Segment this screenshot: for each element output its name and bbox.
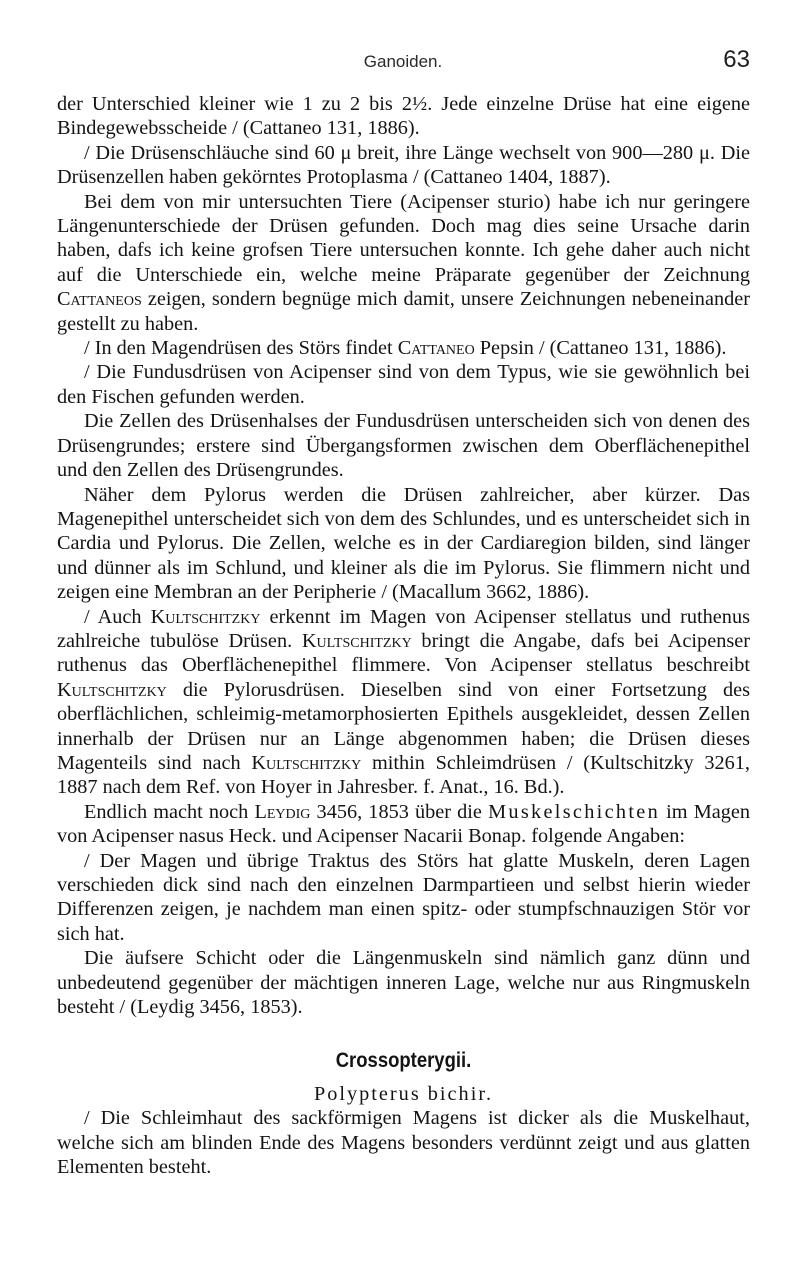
paragraph-1: der Unterschied kleiner wie 1 zu 2 bis 2½. Jede einzelne Drüse hat eine eigene Bindegewebsscheide / (Cattaneo 131, 1886). bbox=[57, 93, 750, 140]
paragraph-4-end: Pepsin / (Cattaneo 131, 1886). bbox=[479, 337, 727, 360]
paragraph-7: Näher dem Pylorus werden die Drüsen zahlreicher, aber kürzer. Das Magenepithel unterscheidet sich von dem des Schlundes, und es unterscheidet sich in Cardia und Pylorus. Die Zellen, welche es in der Cardiaregion bilden, sind länger und dünner als im Schlund, und kleiner als die im Pylorus. Sie flimmern nicht und zeigen eine Membran an der Peripherie / (Macallum 3662, 1886). bbox=[57, 483, 750, 604]
paragraph-10: / Der Magen und übrige Traktus des Störs hat glatte Muskeln, deren Lagen verschieden dick sind nach den einzelnen Darmpartieen und selbst hierin wieder Differenzen zeigen, je nachdem man einen spitz- oder stumpfschnauzigen Stör vor sich hat. bbox=[57, 849, 750, 945]
body-text bbox=[57, 92, 750, 1179]
author-name-kultschitzky-2: Kultschitzky bbox=[301, 629, 412, 652]
running-title: Ganoiden. bbox=[363, 52, 443, 71]
paragraph-8-e: mithin Schleimdrüsen / (Kultschitzky 3261, 1887 nach dem Ref. von Hoyer in Jahresber. f. Anat., 16. Bd.). bbox=[57, 751, 751, 799]
paragraph-9-c: im Magen von Acipenser nasus Heck. und Acipenser Nacarii Bonap. folgende Angaben: bbox=[57, 800, 751, 848]
paragraph-3 bbox=[57, 190, 750, 336]
spaced-term-muskelschichten: Muskelschichten bbox=[488, 800, 661, 823]
paragraph-2: / Die Drüsenschläuche sind 60 μ breit, ihre Länge wechselt von 900—280 μ. Die Drüsenzellen haben gekörntes Protoplasma / (Cattaneo 1404, 1887). bbox=[57, 141, 750, 189]
paragraph-9-a: Endlich macht noch bbox=[84, 800, 249, 823]
paragraph-6: Die Zellen des Drüsenhalses der Fundusdrüsen unterscheiden sich von denen des Drüsengrundes; erstere sind Übergangsformen zwischen dem Oberflächenepithel und den Zellen des Drüsengrundes. bbox=[57, 410, 750, 482]
paragraph-9 bbox=[57, 800, 750, 849]
paragraph-8-c: bringt die Angabe, dafs bei Acipenser ruthenus das Oberflächenepithel flimmere. Von Acipenser stellatus beschreibt bbox=[57, 629, 750, 677]
paragraph-3-end: zeigen, sondern begnüge mich damit, unsere Zeichnungen nebeneinander gestellt zu haben. bbox=[57, 288, 750, 335]
page-header bbox=[56, 44, 750, 80]
paragraph-8-a: / Auch bbox=[84, 605, 142, 628]
paragraph-11: Die äufsere Schicht oder die Längenmuskeln sind nämlich ganz dünn und unbedeutend gegenüber der mächtigen inneren Lage, welche nur aus Ringmuskeln besteht / (Leydig 3456, 1853). bbox=[57, 947, 750, 1019]
page-number: 63 bbox=[723, 46, 750, 73]
author-name-kultschitzky-3: Kultschitzky bbox=[57, 678, 167, 701]
section-heading: Crossopterygii. bbox=[335, 1049, 472, 1073]
paragraph-8-b: erkennt im Magen von Acipenser stellatus und ruthenus zahlreiche tubulöse Drüsen. bbox=[57, 605, 750, 652]
paragraph-8-d: die Pylorusdrüsen. Dieselben sind von einer Fortsetzung des oberflächlichen, schleimig-metamorphosierten Epithels ausgekleidet, dessen Zellen innerhalb der Drüsen nur an Länge abgenommen haben; die Drüsen dieses Magenteils sind nach bbox=[57, 678, 750, 774]
author-name-cattaneos: Cattaneos bbox=[57, 288, 142, 311]
author-name-kultschitzky-4: Kultschitzky bbox=[251, 751, 362, 774]
paragraph-3-text: Bei dem von mir untersuchten Tiere (Acipenser sturio) habe ich nur geringere Längenunterschiede der Drüsen gefunden. Doch mag dies seine Ursache darin haben, dafs ich keine grofsen Tiere untersuchen konnte. Ich gehe daher auch nicht auf die Unterschiede ein, welche meine Präparate gegenüber der Zeichnung bbox=[57, 190, 750, 286]
paragraph-8 bbox=[57, 605, 750, 800]
author-name-kultschitzky-1: Kultschitzky bbox=[150, 605, 261, 628]
paragraph-4-start: / In den Magendrüsen des Störs findet bbox=[84, 337, 393, 360]
author-name-cattaneo: Cattaneo bbox=[397, 337, 475, 360]
paragraph-9-b: 3456, 1853 über die bbox=[316, 800, 482, 823]
paragraph-12: / Die Schleimhaut des sackförmigen Magens ist dicker als die Muskelhaut, welche sich am blinden Ende des Magens besonders verdünnt zeigt und aus glatten Elementen besteht. bbox=[57, 1107, 750, 1179]
paragraph-5: / Die Fundusdrüsen von Acipenser sind von dem Typus, wie sie gewöhnlich bei den Fischen gefunden werden. bbox=[57, 361, 750, 408]
species-heading: Polypterus bichir. bbox=[313, 1082, 494, 1105]
author-name-leydig: Leydig bbox=[254, 800, 311, 823]
paragraph-4 bbox=[57, 336, 750, 360]
